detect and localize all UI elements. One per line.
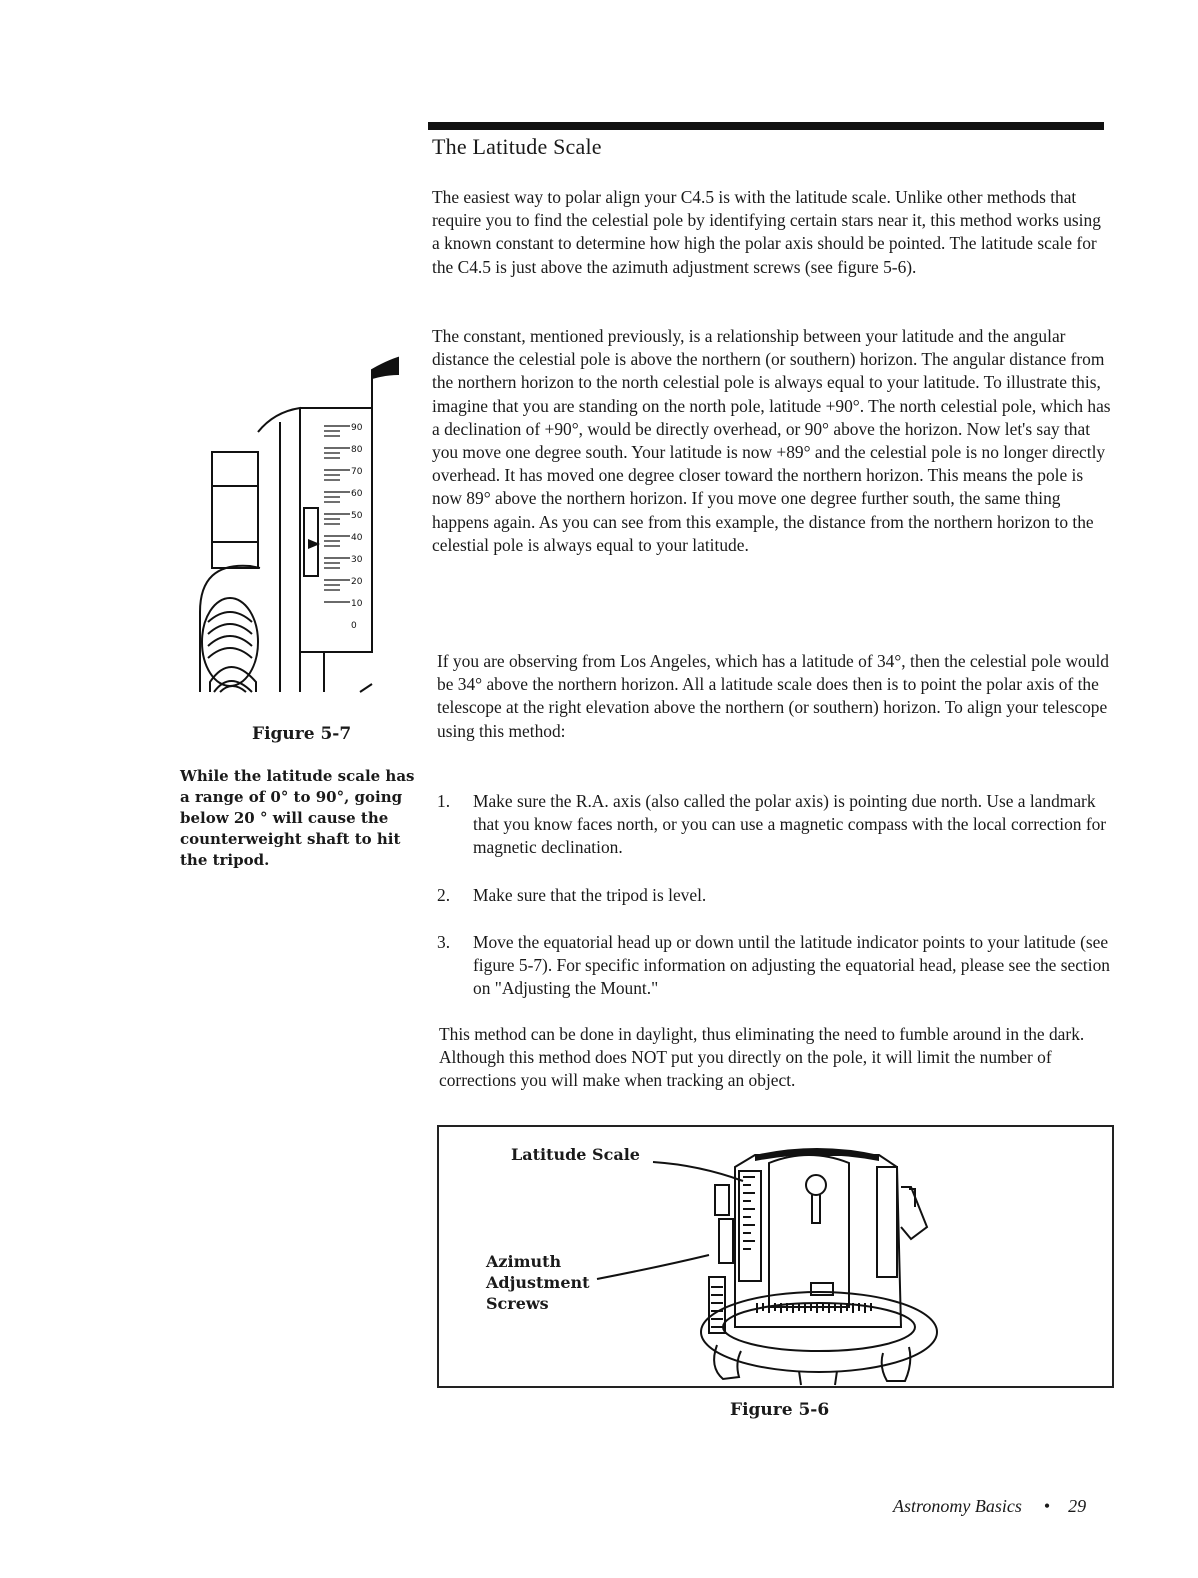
step-number: 2.: [437, 884, 451, 905]
paragraph-constant: The constant, mentioned previously, is a relationship between your latitude and the angular distance the celestial pole is above the northern (or southern) horizon. The angular distance from the northern horizon to the north celestial pole is always equal to your latitude. To illustrate this, imagine that you are standing on the north pole, latitude +90°. The north celestial pole, which has a declination of +90°, would be directly overhead, or 90° above the horizon. Now let's say that you move one degree south. Your latitude is now +89° and the celestial pole is no longer directly overhead. It has moved one degree closer toward the northern horizon. This means the pole is now 89° above the northern horizon. If you move one degree further south, the same thing happens again. As you can see from this example, the distance from the northern horizon to the celestial pole is always equal to your latitude.: [432, 326, 1111, 555]
step-text: Move the equatorial head up or down until the latitude indicator points to your latitude (see figure 5-7). For specific information on adjusting the equatorial head, please see the section on "Adjusting the Mount.": [473, 931, 1110, 999]
steps-list: [437, 790, 1117, 1024]
step-text: Make sure that the tripod is level.: [473, 884, 707, 905]
scale-tick-label: 70: [351, 467, 363, 477]
scale-tick-label: 90: [351, 423, 363, 433]
paragraph-los-angeles: If you are observing from Los Angeles, which has a latitude of 34°, then the celestial pole would be 34° above the northern horizon. All a latitude scale does then is to point the polar axis of the telescope at the right elevation above the northern (or southern) horizon. To align your telescope using this method:: [437, 651, 1109, 741]
list-item: [437, 790, 1117, 860]
footer-bullet: •: [1043, 1496, 1051, 1516]
scale-tick-label: 50: [351, 511, 363, 521]
step-number: 3.: [437, 931, 451, 952]
latitude-scale-illustration: [190, 352, 410, 702]
scale-tick-label: 10: [351, 599, 363, 609]
latitude-scale-label: Latitude Scale: [511, 1145, 640, 1164]
figure-5-7-caption: Figure 5-7: [252, 724, 352, 744]
section-title: The Latitude Scale: [432, 134, 602, 159]
figure-5-6-box: [437, 1125, 1114, 1388]
figure-5-6-caption: Figure 5-6: [730, 1400, 830, 1420]
list-item: [437, 931, 1117, 1001]
footer-section: Astronomy Basics: [893, 1496, 1022, 1516]
azimuth-screws-label: Azimuth Adjustment Screws: [486, 1252, 590, 1313]
scale-tick-label: 80: [351, 445, 363, 455]
step-text: Make sure the R.A. axis (also called the polar axis) is pointing due north. Use a landmark that you know faces north, or you can use a magnetic compass with the local correction for magnetic declination.: [473, 791, 1107, 858]
paragraph-intro: The easiest way to polar align your C4.5 is with the latitude scale. Unlike other methods that require you to find the celestial pole by identifying certain stars near it, this method works using a known constant to determine how high the polar axis should be pointed. The latitude scale for the C4.5 is just above the azimuth adjustment screws (see figure 5-6).: [432, 187, 1101, 277]
scale-tick-label: 60: [351, 489, 363, 499]
page-number: 29: [1068, 1496, 1087, 1516]
page-footer: [893, 1496, 1086, 1517]
scale-tick-label: 30: [351, 555, 363, 565]
paragraph-daylight: This method can be done in daylight, thus eliminating the need to fumble around in the dark. Although this method does NOT put you directly on the pole, it will limit the number of corrections you will make when tracking an object.: [439, 1024, 1085, 1091]
figure-5-7-note: While the latitude scale has a range of 0° to 90°, going below 20 ° will cause the counterweight shaft to hit the tripod.: [180, 767, 415, 869]
step-number: 1.: [437, 791, 451, 811]
section-rule: [428, 122, 1104, 130]
list-item: [437, 884, 1117, 907]
scale-tick-label: 20: [351, 577, 363, 587]
scale-tick-label: 0: [351, 621, 357, 631]
scale-tick-label: 40: [351, 533, 363, 543]
